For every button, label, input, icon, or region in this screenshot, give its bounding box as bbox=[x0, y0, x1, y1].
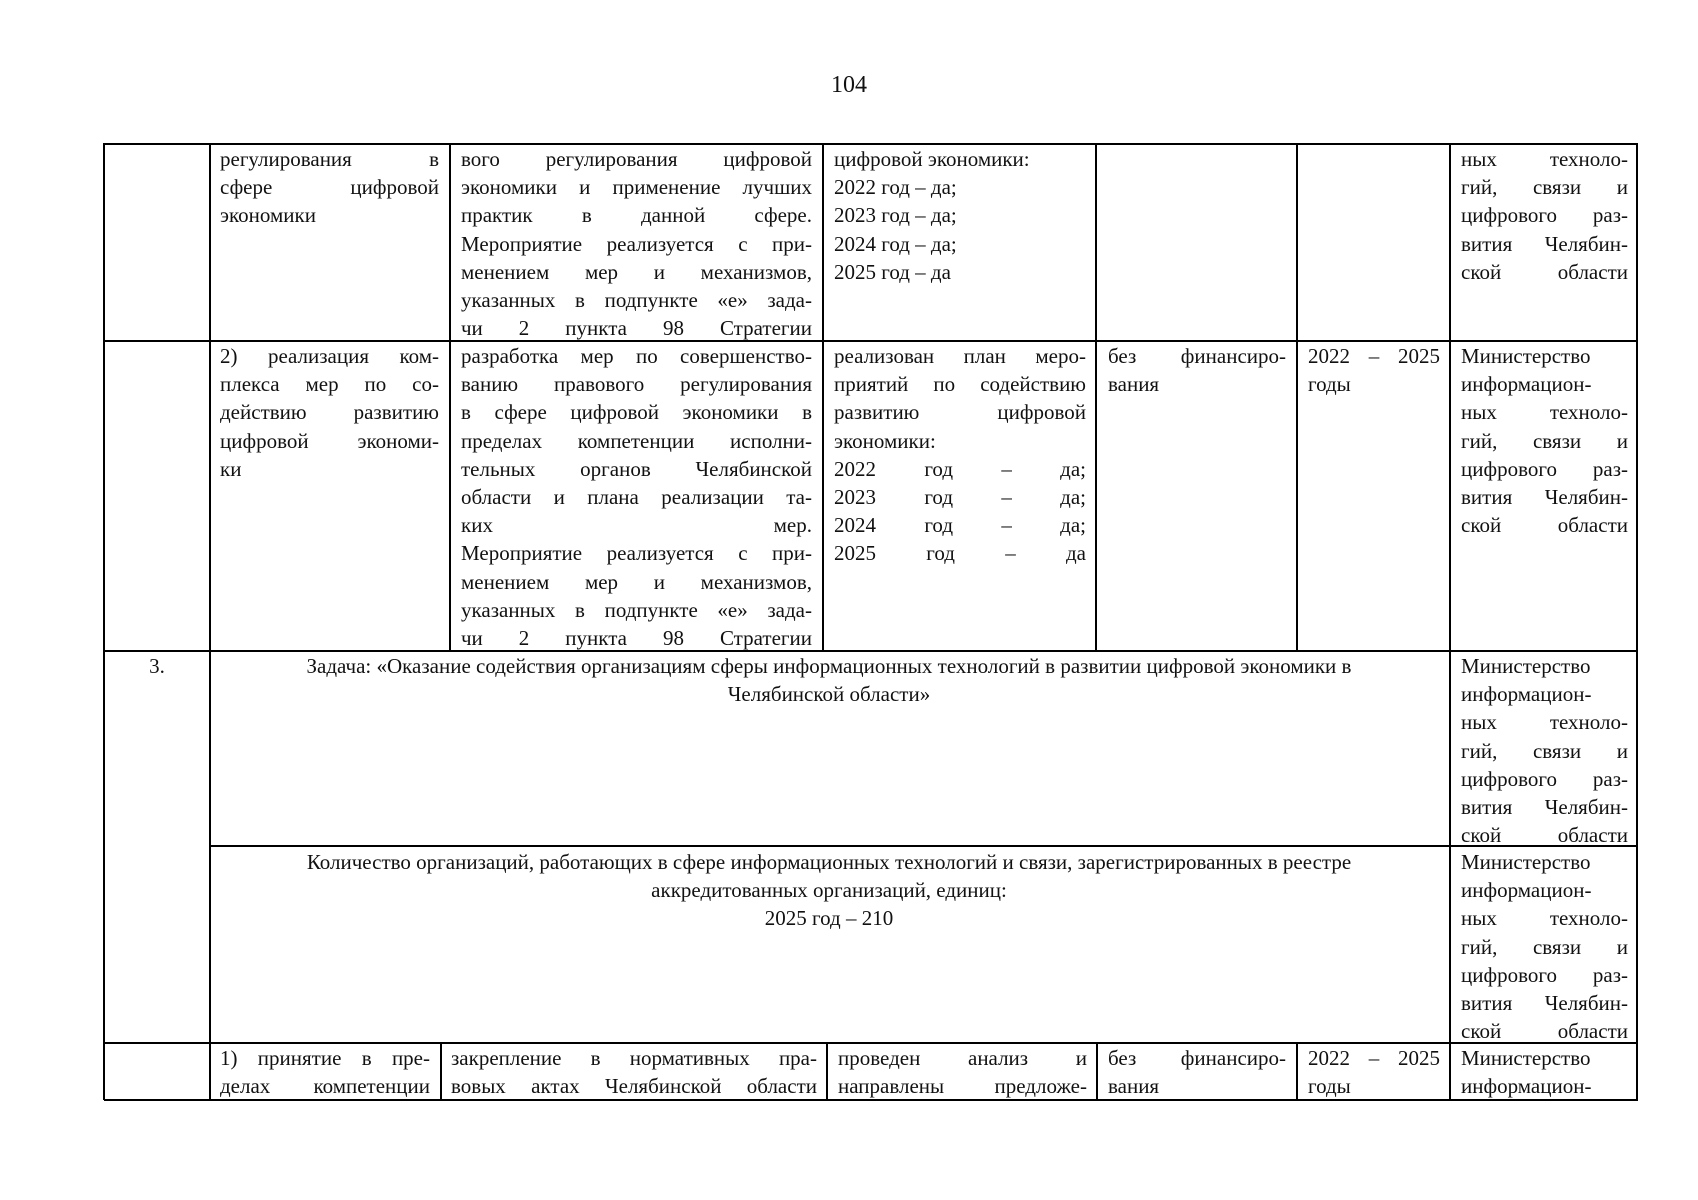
row3-period-cell: 2022 – 2025 годы bbox=[1308, 1046, 1440, 1099]
row1-content-cell: вого регулирования цифровой экономики и применение лучших практик в данной сфере. Мероприятие реализуется с при- менением мер и механизмов, указанных в подпункте «е» зада- чи 2 пункта 98 Стратегии bbox=[461, 147, 812, 341]
row3-executor-cell: Министерство информацион- bbox=[1461, 1046, 1592, 1099]
row3-content-cell: закрепление в нормативных пра- вовых актах Челябинской области bbox=[451, 1046, 817, 1099]
task-number: 3. bbox=[149, 654, 165, 678]
rule-col1 bbox=[209, 143, 211, 1100]
rule-right bbox=[1636, 143, 1638, 1100]
row1-executor-cell: ных техноло- гий, связи и цифрового раз- вития Челябин- ской области bbox=[1461, 147, 1628, 284]
row2-content-cell: разработка мер по совершенство- ванию правового регулирования в сфере цифровой экономики в пределах компетенции исполни- тельных органов Челябинской области и плана реализации та- ких мер. Мероприятие реализуется с при- менением мер и механизмов, указанных в подпункте «е» зада- чи 2 пункта 98 Стратегии bbox=[461, 344, 812, 651]
task-executor-cell: Министерство информацион- ных техноло- гий, связи и цифрового раз- вития Челябин- ской области bbox=[1461, 654, 1628, 848]
rule-col2-b bbox=[440, 1042, 442, 1100]
page-number: 104 bbox=[831, 72, 867, 98]
rule-col5-b bbox=[1296, 1042, 1298, 1100]
rule-task-bottom bbox=[209, 845, 1638, 847]
row3-name-cell: 1) принятие в пре- делах компетенции bbox=[220, 1046, 430, 1099]
row2-result-cell: реализован план меро- приятий по содействию развитию цифровой экономики: 2022 год – да; 2023 год – да; 2024 год – да; 2025 год – да bbox=[834, 344, 1086, 566]
row3-result-cell: проведен анализ и направлены предложе- bbox=[838, 1046, 1087, 1099]
row2-name-cell: 2) реализация ком- плекса мер по со- действию развитию цифровой экономи- ки bbox=[220, 344, 439, 481]
rule-left bbox=[103, 143, 105, 1100]
task-title: Задача: «Оказание содействия организациям сферы информационных технологий в развитии цифровой экономики в Челябинской области» bbox=[306, 654, 1352, 707]
rule-col5 bbox=[1296, 143, 1298, 651]
rule-col4 bbox=[1095, 143, 1097, 651]
rule-col3 bbox=[822, 143, 824, 651]
row1-name-cell: регулирования в сфере цифровой экономики bbox=[220, 147, 439, 228]
row2-executor-cell: Министерство информацион- ных техноло- гий, связи и цифрового раз- вития Челябин- ской области bbox=[1461, 344, 1628, 538]
rule-col6 bbox=[1449, 143, 1451, 1100]
row2-period-cell: 2022 – 2025 годы bbox=[1308, 344, 1440, 397]
row3-funding-cell: без финансиро- вания bbox=[1108, 1046, 1286, 1099]
indicator-text: Количество организаций, работающих в сфере информационных технологий и связи, зарегистрированных в реестре аккредитованных организаций, единиц: 2025 год – 210 bbox=[306, 850, 1352, 931]
rule-col4-b bbox=[1096, 1042, 1098, 1100]
row1-result-cell: цифровой экономики: 2022 год – да; 2023 год – да; 2024 год – да; 2025 год – да bbox=[834, 147, 1030, 284]
row2-funding-cell: без финансиро- вания bbox=[1108, 344, 1286, 397]
rule-col2 bbox=[449, 143, 451, 651]
rule-col3-b bbox=[826, 1042, 828, 1100]
indicator-executor-cell: Министерство информацион- ных техноло- гий, связи и цифрового раз- вития Челябин- ской области bbox=[1461, 850, 1628, 1044]
